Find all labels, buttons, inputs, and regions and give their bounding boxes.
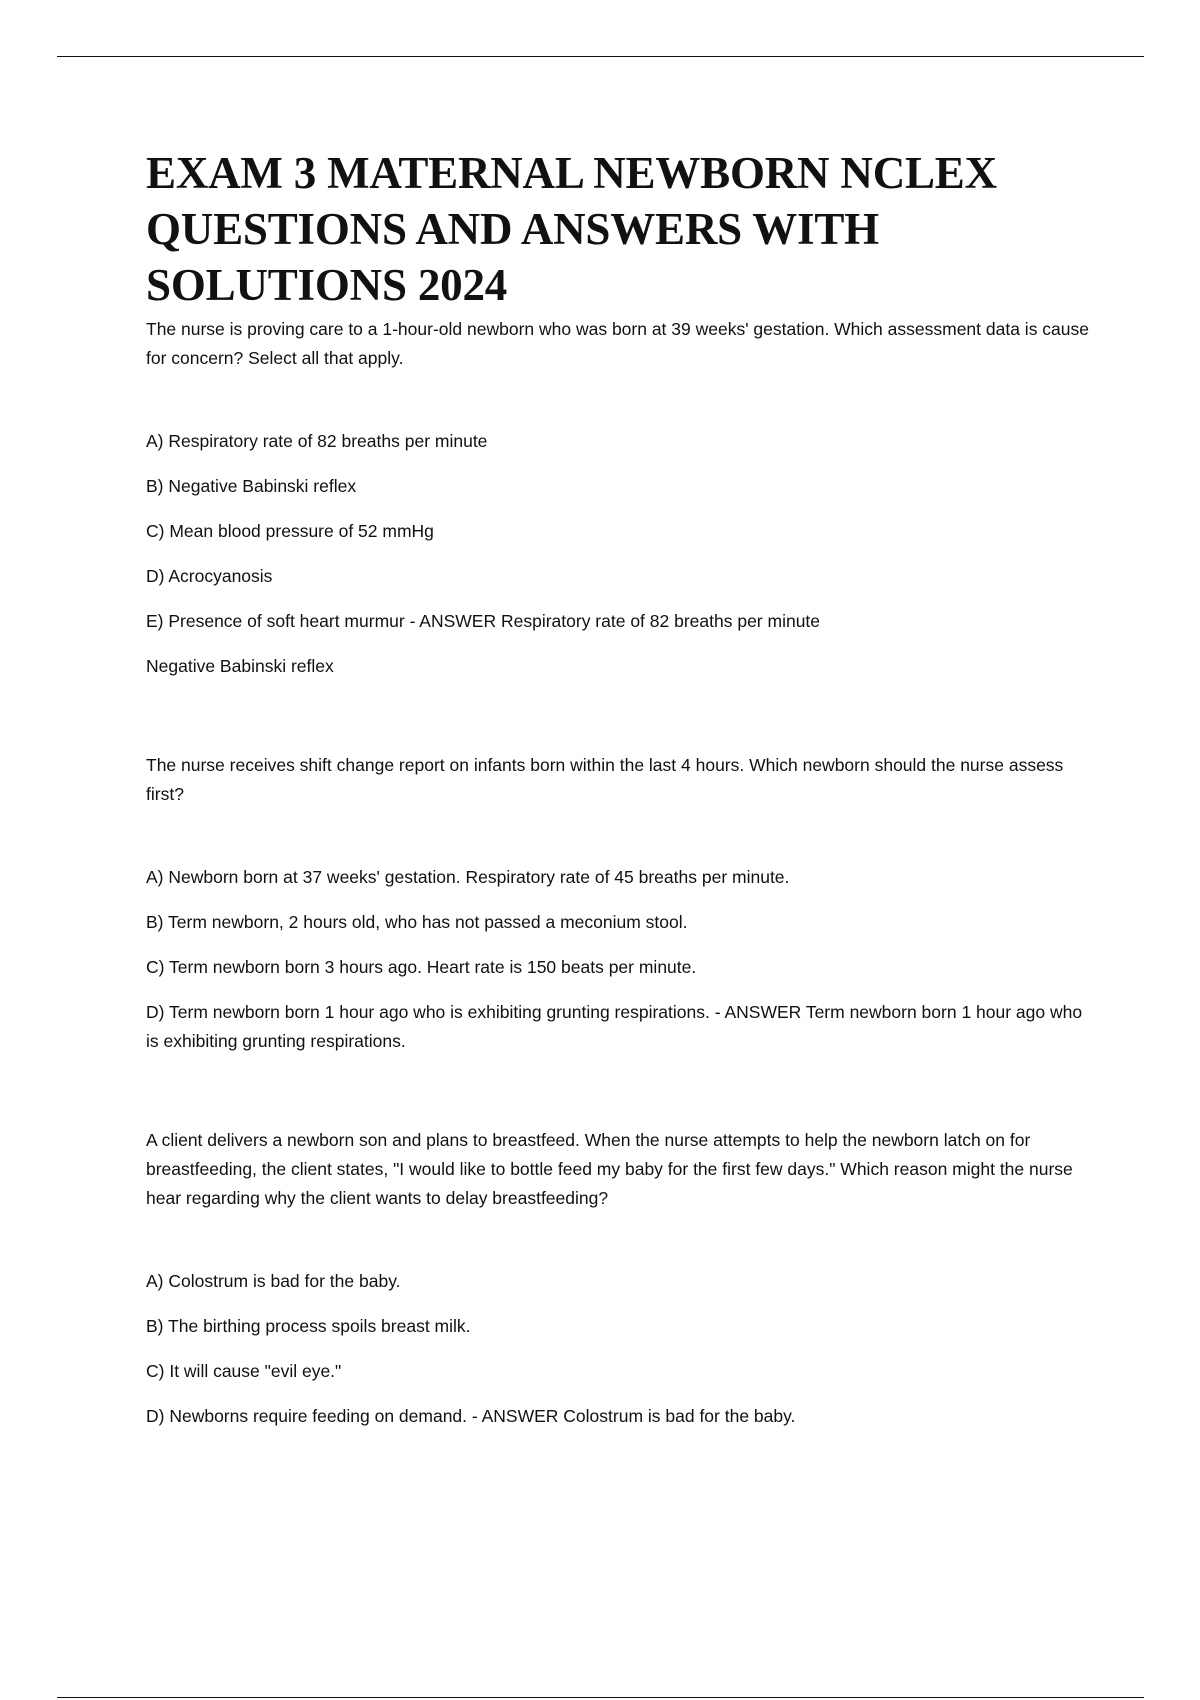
question-1-option-d: D) Acrocyanosis bbox=[146, 566, 273, 586]
document-title: EXAM 3 MATERNAL NEWBORN NCLEX QUESTIONS AND ANSWERS WITH SOLUTIONS 2024 bbox=[146, 148, 997, 310]
question-2-option-a: A) Newborn born at 37 weeks' gestation. Respiratory rate of 45 breaths per minute. bbox=[146, 867, 790, 887]
question-2-option-b: B) Term newborn, 2 hours old, who has not passed a meconium stool. bbox=[146, 912, 688, 932]
question-2-option-c: C) Term newborn born 3 hours ago. Heart rate is 150 beats per minute. bbox=[146, 957, 697, 977]
question-1-option-a: A) Respiratory rate of 82 breaths per minute bbox=[146, 431, 488, 451]
question-3-option-d-answer: D) Newborns require feeding on demand. - ANSWER Colostrum is bad for the baby. bbox=[146, 1406, 796, 1426]
question-3 bbox=[146, 1126, 1096, 1431]
document-content bbox=[146, 145, 1096, 1447]
question-3-option-c: C) It will cause "evil eye." bbox=[146, 1361, 342, 1381]
question-1-option-b: B) Negative Babinski reflex bbox=[146, 476, 357, 496]
question-3-option-b: B) The birthing process spoils breast milk. bbox=[146, 1316, 471, 1336]
bottom-rule bbox=[57, 1697, 1144, 1698]
question-1-option-c: C) Mean blood pressure of 52 mmHg bbox=[146, 521, 434, 541]
question-1-option-e-answer: E) Presence of soft heart murmur - ANSWER Respiratory rate of 82 breaths per minute bbox=[146, 611, 821, 631]
top-rule bbox=[57, 56, 1144, 57]
question-1-answer-continuation: Negative Babinski reflex bbox=[146, 656, 334, 676]
question-3-option-a: A) Colostrum is bad for the baby. bbox=[146, 1271, 401, 1291]
question-2 bbox=[146, 751, 1096, 1056]
question-3-stem: A client delivers a newborn son and plans to breastfeed. When the nurse attempts to help the newborn latch on for breastfeeding, the client states, "I would like to bottle feed my baby for the first few days." Which reason might the nurse hear regarding why the client wants to delay breastfeeding? bbox=[146, 1130, 1073, 1208]
question-2-option-d-answer: D) Term newborn born 1 hour ago who is exhibiting grunting respirations. - ANSWER Term newborn born 1 hour ago who is exhibiting grunting respirations. bbox=[146, 1002, 1083, 1051]
question-1-stem: The nurse is proving care to a 1-hour-old newborn who was born at 39 weeks' gestation. Which assessment data is cause for concern? Select all that apply. bbox=[146, 319, 1090, 368]
question-1 bbox=[146, 315, 1096, 681]
question-2-stem: The nurse receives shift change report on infants born within the last 4 hours. Which newborn should the nurse assess first? bbox=[146, 755, 1064, 804]
